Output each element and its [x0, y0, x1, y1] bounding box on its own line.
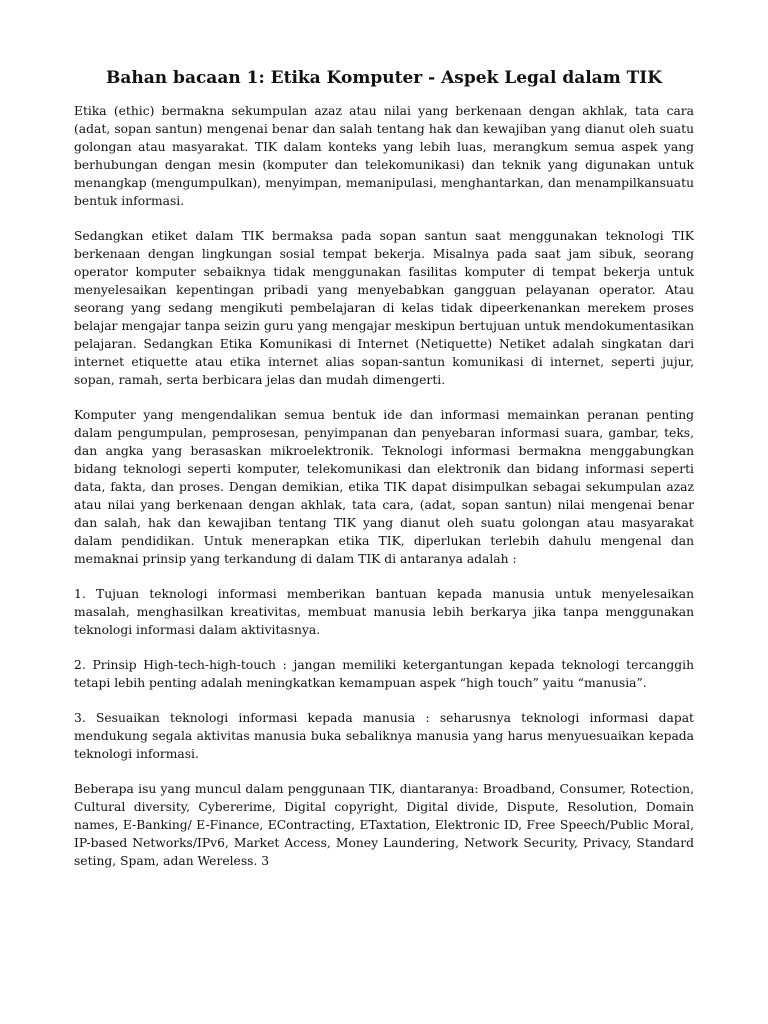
paragraph-komputer-informasi: Komputer yang mengendalikan semua bentuk ide dan informasi memainkan peranan penting dalam pengumpulan, pemprosesan, penyimpanan dan penyebaran informasi suara, gambar, teks, dan angka yang berasaskan mikroelektronik. Teknologi informasi bermakna menggabungkan bidang teknologi seperti komputer, telekomunikasi dan elektronik dan bidang informasi seperti data, fakta, dan proses. Dengan demikian, etika TIK dapat disimpulkan sebagai sekumpulan azaz atau nilai yang berkenaan dengan akhlak, tata cara, (adat, sopan santun) nilai mengenai benar dan salah, hak dan kewajiban tentang TIK yang dianut oleh suatu golongan atau masyarakat dalam pendidikan. Untuk menerapkan etika TIK, diperlukan terlebih dahulu mengenal dan memaknai prinsip yang terkandung di dalam TIK di antaranya adalah :	[74, 408, 694, 566]
list-item-principle-1: 1. Tujuan teknologi informasi memberikan bantuan kepada manusia untuk menyelesaikan masalah, menghasilkan kreativitas, membuat manusia lebih berkarya jika tanpa menggunakan teknologi informasi dalam aktivitasnya.	[74, 587, 694, 637]
document-page	[74, 66, 694, 887]
paragraph-etika-definition: Etika (ethic) bermakna sekumpulan azaz atau nilai yang berkenaan dengan akhlak, tata cara (adat, sopan santun) mengenai benar dan salah tentang hak dan kewajiban yang dianut oleh suatu golongan atau masyarakat. TIK dalam konteks yang lebih luas, merangkum semua aspek yang berhubungan dengan mesin (komputer dan telekomunikasi) dan teknik yang digunakan untuk menangkap (mengumpulkan), menyimpan, memanipulasi, menghantarkan, dan menampilkansuatu bentuk informasi.	[74, 104, 694, 208]
document-title: Bahan bacaan 1: Etika Komputer - Aspek Legal dalam TIK	[106, 68, 662, 88]
list-item-principle-2: 2. Prinsip High-tech-high-touch : jangan memiliki ketergantungan kepada teknologi tercanggih tetapi lebih penting adalah meningkatkan kemampuan aspek “high touch” yaitu “manusia”.	[74, 658, 694, 690]
paragraph-isu-tik: Beberapa isu yang muncul dalam penggunaan TIK, diantaranya: Broadband, Consumer, Rotection, Cultural diversity, Cybererime, Digital copyright, Digital divide, Dispute, Resolution, Domain names, E-Banking/ E-Finance, EContracting, ETaxtation, Elektronic ID, Free Speech/Public Moral, IP-based Networks/IPv6, Market Access, Money Laundering, Network Security, Privacy, Standard seting, Spam, adan Wereless. 3	[74, 782, 694, 868]
paragraph-etiket-tik: Sedangkan etiket dalam TIK bermaksa pada sopan santun saat menggunakan teknologi TIK berkenaan dengan lingkungan sosial tempat bekerja. Misalnya pada saat jam sibuk, seorang operator komputer sebaiknya tidak menggunakan fasilitas komputer di tempat bekerja untuk menyelesaikan kepentingan pribadi yang menyebabkan gangguan pelayanan operator. Atau seorang yang sedang mengikuti pembelajaran di kelas tidak dipeerkenankan merekem proses belajar mengajar tanpa seizin guru yang mengajar meskipun bertujuan untuk mendokumentasikan pelajaran. Sedangkan Etika Komunikasi di Internet (Netiquette) Netiket adalah singkatan dari internet etiquette atau etika internet alias sopan-santun komunikasi di internet, seperti jujur, sopan, ramah, serta berbicara jelas dan mudah dimengerti.	[74, 229, 694, 387]
list-item-principle-3: 3. Sesuaikan teknologi informasi kepada manusia : seharusnya teknologi informasi dapat mendukung segala aktivitas manusia buka sebaliknya manusia yang harus menyuesuaikan kepada teknologi informasi.	[74, 711, 694, 761]
